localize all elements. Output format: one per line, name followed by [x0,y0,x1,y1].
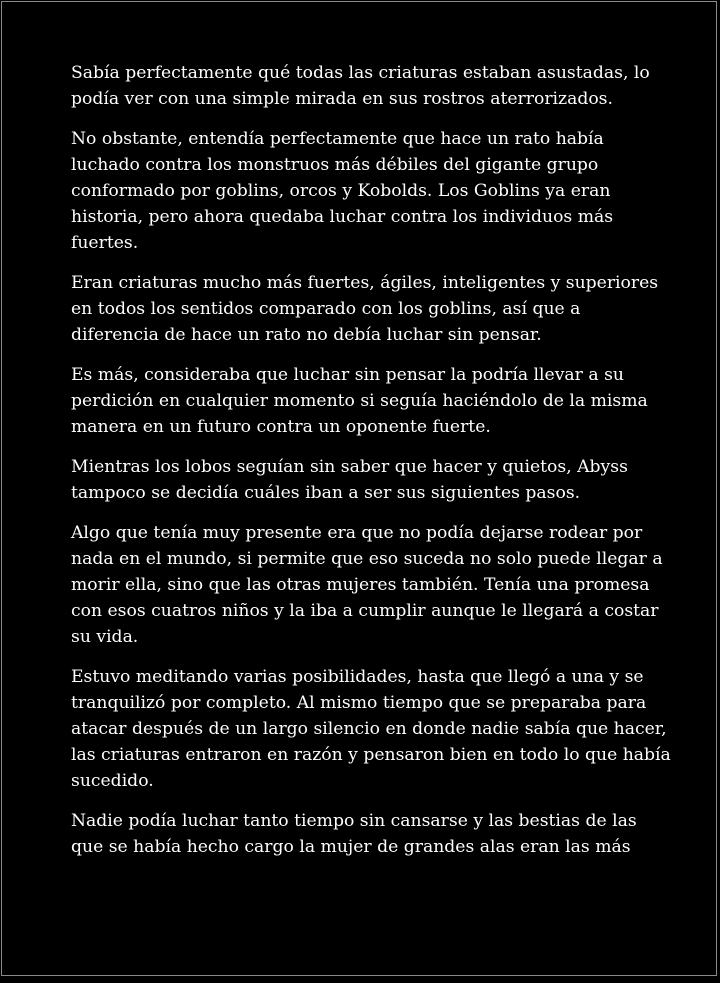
paragraph-6: Algo que tenía muy presente era que no podía dejarse rodear por nada en el mundo, si permite que eso suceda no solo puede llegar a morir ella, sino que las otras mujeres también. Tenía una promesa con esos cuatros niños y la iba a cumplir aunque le llegará a costar su vida. [71,523,663,647]
paragraph-8: Nadie podía luchar tanto tiempo sin cansarse y las bestias de las que se había hecho cargo la mujer de grandes alas eran las más [71,811,637,857]
paragraph-7: Estuvo meditando varias posibilidades, hasta que llegó a una y se tranquilizó por completo. Al mismo tiempo que se preparaba para atacar después de un largo silencio en donde nadie sabía que hacer, las criaturas entraron en razón y pensaron bien en todo lo que había sucedido. [71,667,671,791]
text-column [71,60,671,860]
paragraph-1: Sabía perfectamente qué todas las criaturas estaban asustadas, lo podía ver con una simple mirada en sus rostros aterrorizados. [71,63,650,109]
paragraph-5: Mientras los lobos seguían sin saber que hacer y quietos, Abyss tampoco se decidía cuáles iban a ser sus siguientes pasos. [71,457,628,503]
paragraph-2: No obstante, entendía perfectamente que hace un rato había luchado contra los monstruos más débiles del gigante grupo conformado por goblins, orcos y Kobolds. Los Goblins ya eran historia, pero ahora quedaba luchar contra los individuos más fuertes. [71,129,614,253]
paragraph-3: Eran criaturas mucho más fuertes, ágiles, inteligentes y superiores en todos los sentidos comparado con los goblins, así que a diferencia de hace un rato no debía luchar sin pensar. [71,273,659,345]
page-frame [1,1,717,976]
paragraph-4: Es más, consideraba que luchar sin pensar la podría llevar a su perdición en cualquier momento si seguía haciéndolo de la misma manera en un futuro contra un oponente fuerte. [71,365,648,437]
